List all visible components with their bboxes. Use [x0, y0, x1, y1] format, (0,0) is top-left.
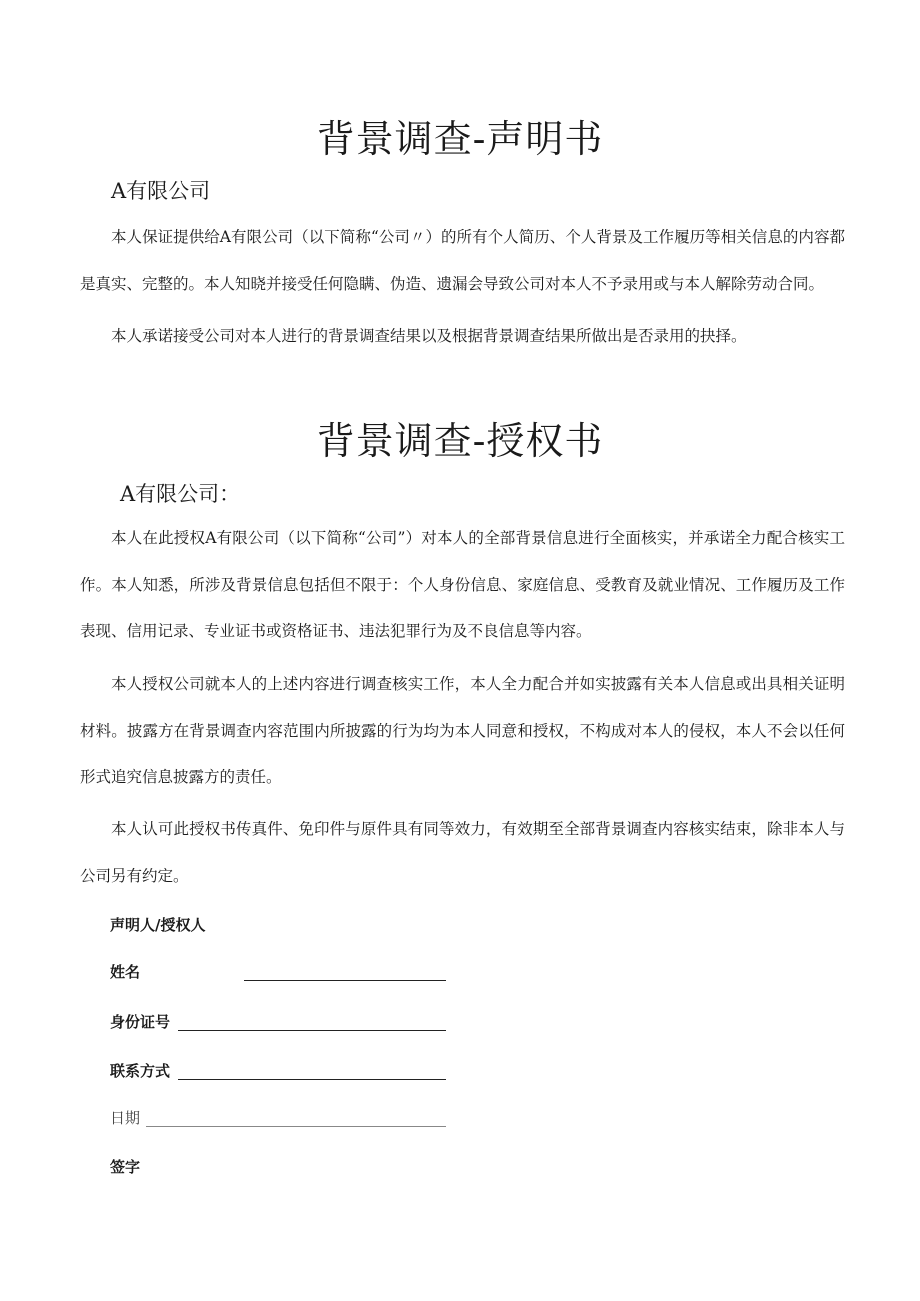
contact-label: 联系方式: [110, 1062, 171, 1080]
authorization-paragraph-1: 本人在此授权A有限公司（以下简称“公司”）对本人的全部背景信息进行全面核实，并承诺全力配合核实工作。本人知悉，所涉及背景信息包括但不限于：个人身份信息、家庭信息、受教育及就业情况、工作履历及工作表现、信用记录、专业证书或资格证书、违法犯罪行为及不良信息等内容。: [80, 529, 845, 640]
date-field[interactable]: [110, 1106, 450, 1130]
name-label: 姓名: [110, 963, 141, 981]
authorization-title: 背景调查-授权书: [316, 419, 604, 463]
authorization-paragraph-3: 本人认可此授权书传真件、免印件与原件具有同等效力，有效期至全部背景调查内容核实结束，除非本人与公司另有约定。: [80, 820, 845, 885]
name-line[interactable]: [244, 980, 446, 981]
authorization-paragraph-2: 本人授权公司就本人的上述内容进行调查核实工作，本人全力配合并如实披露有关本人信息或出具相关证明材料。披露方在背景调查内容范围内所披露的行为均为本人同意和授权，不构成对本人的侵权，本人不会以任何形式追究信息披露方的责任。: [80, 675, 845, 786]
signature-heading: 声明人/授权人: [110, 916, 206, 934]
contact-line[interactable]: [178, 1079, 446, 1080]
id-number-field[interactable]: [110, 1010, 450, 1034]
contact-field[interactable]: [110, 1059, 450, 1083]
authorization-addressee: A有限公司：: [120, 482, 241, 506]
id-number-label: 身份证号: [110, 1013, 171, 1031]
date-label: 日期: [110, 1109, 141, 1127]
declaration-title: 背景调查-声明书: [316, 117, 604, 161]
declaration-paragraph-1: 本人保证提供给A有限公司（以下简称“公司〃）的所有个人简历、个人背景及工作履历等相关信息的内容都是真实、完整的。本人知晓并接受任何隐瞒、伪造、遗漏会导致公司对本人不予录用或与本人解除劳动合同。: [80, 228, 845, 293]
declaration-paragraph-2: 本人承诺接受公司对本人进行的背景调查结果以及根据背景调查结果所做出是否录用的抉择。: [111, 327, 747, 345]
date-line[interactable]: [146, 1126, 446, 1127]
declaration-addressee: A有限公司: [111, 179, 211, 203]
sign-field[interactable]: [110, 1155, 450, 1179]
name-field[interactable]: [110, 960, 450, 984]
sign-label: 签字: [110, 1158, 141, 1176]
id-number-line[interactable]: [178, 1030, 446, 1031]
